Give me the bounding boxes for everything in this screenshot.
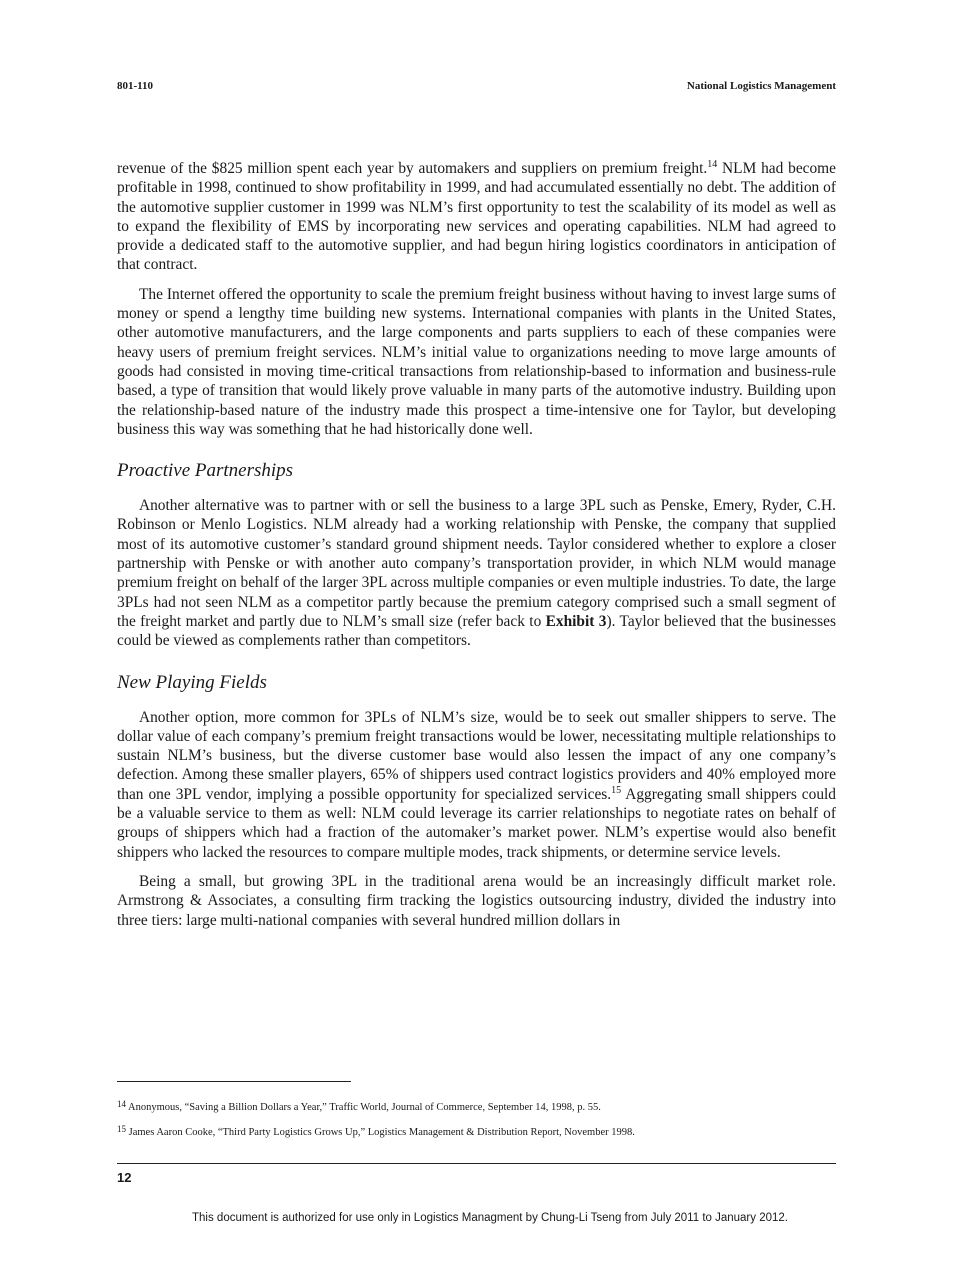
footnote: $^{14}$ Anonymous, “Saving a Billion Dollars a Year,” Traffic World, Journal of Commerce, September 14, 1998, p. 55. — [117, 1099, 601, 1113]
paragraph: The Internet offered the opportunity to scale the premium freight business without having to invest large sums of money or spend a lengthy time building new systems. International companies with plants in the United States, other automotive manufacturers, and the large components and parts suppliers to each of these companies were heavy users of premium freight services. NLM’s initial value to organizations needing to move large amounts of goods had consisted in moving time-critical transactions from relationship-based to information and business-rule based, a type of transition that would likely prove valuable in many parts of the automotive industry. Building upon the relationship-based nature of the industry made this prospect a time-intensive one for Taylor, but developing business this way was something that he had historically done well. — [117, 285, 836, 438]
authorization-notice: This document is authorized for use only in Logistics Managment by Chung-Li Tseng from July 2011 to January 2012. — [192, 1212, 788, 1224]
running-header — [117, 80, 836, 92]
header-title: National Logistics Management — [686, 80, 836, 92]
footnote-divider — [117, 1081, 351, 1082]
paragraph: Another alternative was to partner with or sell the business to a large 3PL such as Penske, Emery, Ryder, C.H. Robinson or Menlo Logistics. NLM already had a working relationship with Penske, the company that supplied most of its automotive customer’s standard ground shipment needs. Taylor considered whether to explore a closer partnership with Penske or with another auto company’s transportation provider, in which NLM would manage premium freight on behalf of the larger 3PL across multiple companies or even multiple industries. To date, the large 3PLs had not seen NLM as a competitor partly because the premium category comprised such a small segment of the freight market and partly due to NLM’s small size (refer back to Exhibit 3). Taylor believed that the businesses could be viewed as complements rather than competitors. — [117, 497, 836, 650]
footnote: $^{15}$ James Aaron Cooke, “Third Party Logistics Grows Up,” Logistics Management & Distribution Report, November 1998. — [117, 1124, 635, 1138]
case-code: 801-110 — [117, 80, 154, 92]
page-number: 12 — [117, 1170, 132, 1185]
page-divider — [117, 1163, 836, 1164]
section-heading-new-playing-fields: New Playing Fields — [117, 671, 267, 693]
footnote-ref[interactable]: 15 — [611, 784, 622, 796]
paragraph: Being a small, but growing 3PL in the traditional arena would be an increasingly difficult market role. Armstrong & Associates, a consulting firm tracking the logistics outsourcing industry, divided the industry into three tiers: large multi-national companies with several hundred million dollars in — [117, 872, 836, 929]
body-text — [117, 159, 836, 940]
footnotes — [117, 1101, 836, 1151]
paragraph: revenue of the $825 million spent each year by automakers and suppliers on premium freight.$^{14}$ NLM had become profitable in 1998, continued to show profitability in 1999, and had accumulated essentially no debt. The addition of the automotive supplier customer in 1999 was NLM’s first opportunity to test the scalability of its model as well as to expand the flexibility of EMS by incorporating new services and operating capabilities. NLM had agreed to provide a dedicated staff to the automotive supplier, and had begun hiring logistics coordinators in anticipation of that contract. — [117, 159, 836, 274]
footnote-ref[interactable]: 14 — [707, 159, 718, 170]
paragraph: Another option, more common for 3PLs of NLM’s size, would be to seek out smaller shippers to serve. The dollar value of each company’s premium freight transactions would be lower, necessitating multiple relationships to sustain NLM’s business, but the diverse customer base would also lessen the impact of any one company’s defection. Among these smaller players, 65% of shippers used contract logistics providers and 40% employed more than one 3PL vendor, implying a possible opportunity for specialized services.$^{15}$ Aggregating small shippers could be a valuable service to them as well: NLM could leverage its carrier relationships to negotiate rates on behalf of groups of shippers which had a fraction of the automaker’s market power. NLM’s expertise would also benefit shippers who lacked the resources to compare multiple modes, track shipments, or determine service levels. — [117, 708, 836, 861]
section-heading-proactive: Proactive Partnerships — [117, 460, 294, 482]
exhibit-reference: Exhibit 3 — [545, 612, 607, 630]
